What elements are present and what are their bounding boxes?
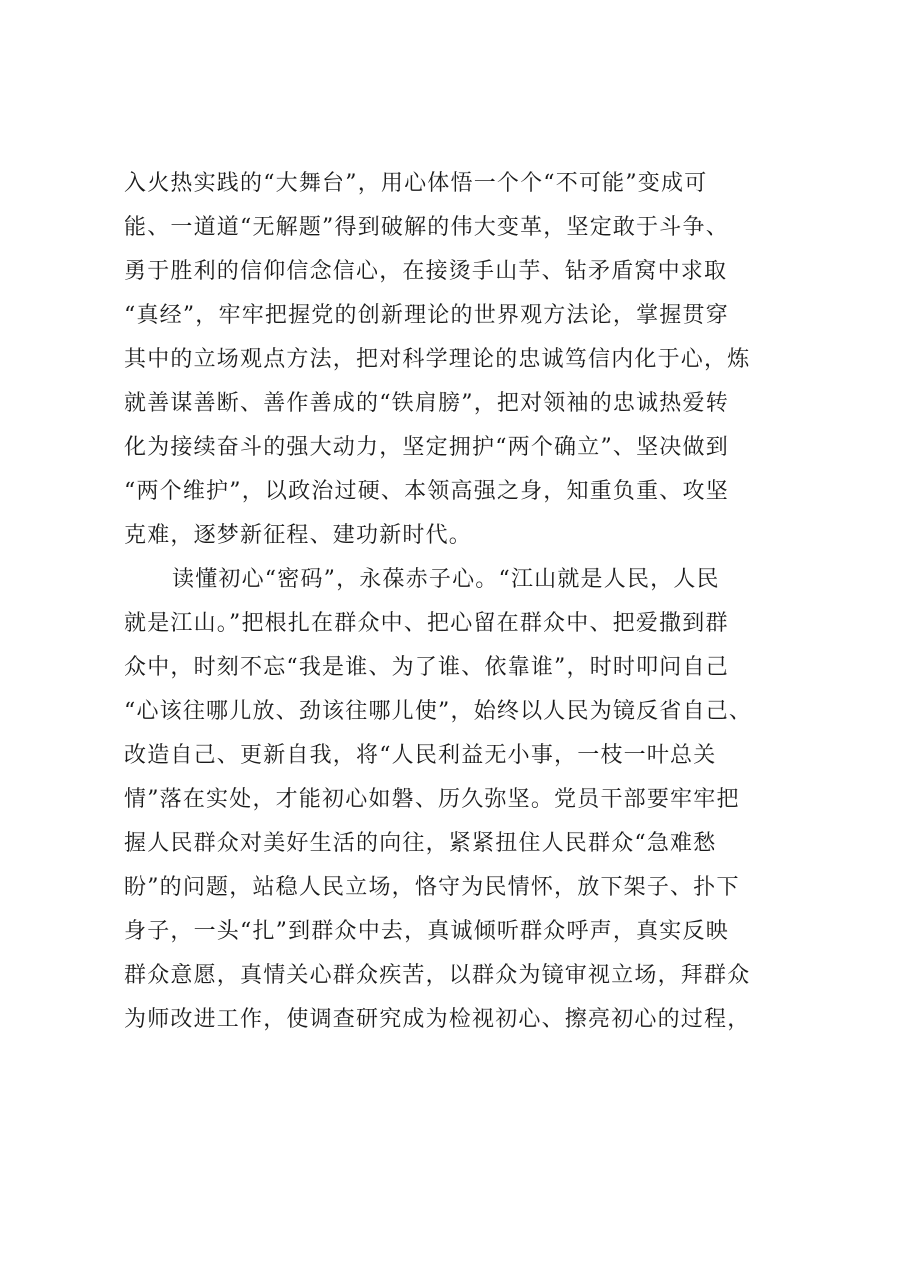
- text-line: 盼”的问题，站稳人民立场，恪守为民情怀，放下架子、扑下: [124, 875, 740, 900]
- text-line: “真经”，牢牢把握党的创新理论的世界观方法论，掌握贯穿: [124, 303, 729, 328]
- text-line: 入火热实践的“大舞台”，用心体悟一个个“不可能”变成可: [124, 171, 708, 196]
- text-line: 就是江山。”把根扎在群众中、把心留在群众中、把爱撒到群: [124, 611, 729, 636]
- text-line: 身子，一头“扎”到群众中去，真诚倾听群众呼声，真实反映: [124, 919, 729, 944]
- text-line: 情”落在实处，才能初心如磐、历久弥坚。党员干部要牢牢把: [124, 787, 740, 812]
- text-line: “心该往哪儿放、劲该往哪儿使”，始终以人民为镜反省自己、: [124, 699, 753, 724]
- text-line: 能、一道道“无解题”得到破解的伟大变革，坚定敢于斗争、: [124, 215, 729, 240]
- paragraph-first-line: 读懂初心“密码”，永葆赤子心。“江山就是人民，人民: [172, 567, 720, 592]
- text-line: “两个维护”，以政治过硬、本领高强之身，知重负重、攻坚: [124, 479, 729, 504]
- text-line: 就善谋善断、善作善成的“铁肩膀”，把对领袖的忠诚热爱转: [124, 391, 729, 416]
- text-line: 群众意愿，真情关心群众疾苦，以群众为镜审视立场，拜群众: [124, 963, 751, 988]
- text-line: 改造自己、更新自我，将“人民利益无小事，一枝一叶总关: [124, 743, 717, 768]
- text-line: 为师改进工作，使调查研究成为检视初心、擦亮初心的过程，: [124, 1007, 751, 1032]
- text-line: 其中的立场观点方法，把对科学理论的忠诚笃信内化于心，炼: [124, 347, 751, 372]
- text-line: 众中，时刻不忘“我是谁、为了谁、依靠谁”，时时叩问自己: [124, 655, 729, 680]
- text-line: 勇于胜利的信仰信念信心，在接烫手山芋、钻矛盾窝中求取: [124, 259, 728, 284]
- text-line: 化为接续奋斗的强大动力，坚定拥护“两个确立”、坚决做到: [124, 435, 729, 460]
- text-line: 握人民群众对美好生活的向往，紧紧扭住人民群众“急难愁: [124, 831, 717, 856]
- text-line: 克难，逐梦新征程、建功新时代。: [124, 523, 473, 548]
